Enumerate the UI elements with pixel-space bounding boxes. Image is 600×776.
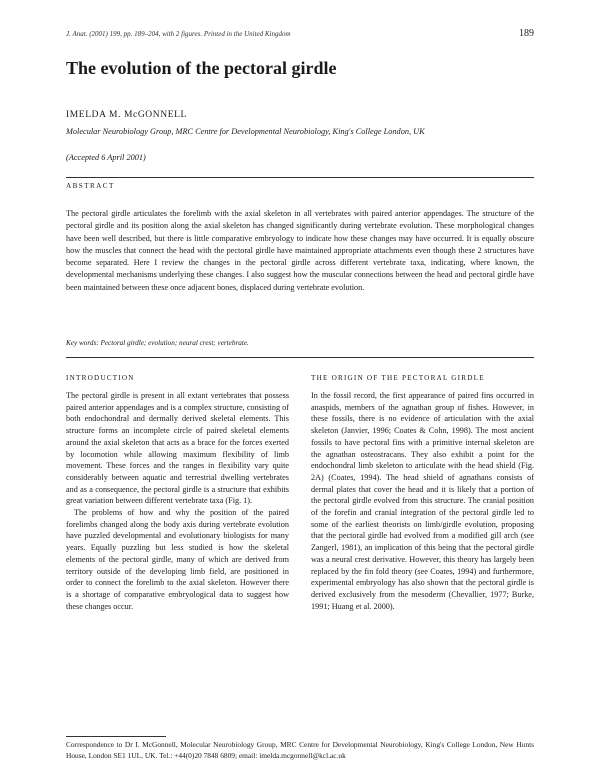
introduction-paragraph: The pectoral girdle is present in all extant vertebrates that possess paired anterior appendages and is a complex structure, consisting of both endochondral and dermally derived skeletal elements. This structure forms an incomplete circle of paired skeletal elements around the axial skeleton that acts as a brace for the forces exerted by locomotion while allowing maximum flexibility of limb movement. These forces and the ranges in flexibility vary quite considerably between aquatic and terrestrial dwelling vertebrates and as a consequence, the pectoral girdle is a structure that exhibits great variation between different vertebrate taxa (Fig. 1). — [66, 391, 289, 506]
introduction-column — [66, 390, 289, 612]
keywords: Key words: Pectoral girdle; evolution; neural crest; vertebrate. — [66, 339, 249, 347]
abstract-bottom-rule — [66, 357, 534, 358]
origin-column — [311, 390, 534, 612]
abstract-top-rule — [66, 177, 534, 178]
abstract-text: The pectoral girdle articulates the forelimb with the axial skeleton in all vertebrates with paired anterior appendages. The structure of the pectoral girdle and its position along the axial skeleton has changed significantly during vertebrate evolution. These morphological changes have been well described, but there is little comparative embryology to indicate how these changes may have occurred. It is equally obscure how the muscles that connect the head with the pectoral girdle have maintained appropriate attachments even though these 2 structures have become separated. Here I review the changes in the pectoral girdle across different vertebrate taxa, indicating, where known, the developmental mechanisms underlying these changes. I also suggest how the muscular connections between the head and pectoral girdle have been maintained between these once adjacent bones, displaced during vertebrate evolution. — [66, 209, 534, 292]
author-name: IMELDA M. McGONNELL — [66, 110, 187, 120]
article-title: The evolution of the pectoral girdle — [66, 58, 337, 78]
running-head: J. Anat. (2001) 199, pp. 189–204, with 2 figures. Printed in the United Kingdom — [66, 30, 291, 38]
abstract-heading: ABSTRACT — [66, 182, 115, 190]
accepted-date: (Accepted 6 April 2001) — [66, 153, 146, 162]
introduction-paragraph: The problems of how and why the position of the paired forelimbs changed along the body axis during vertebrate evolution have puzzled developmental and evolutionary biologists for many years. Equally puzzling but less studied is how the skeletal elements of the pectoral girdle, many of which are derived from territory outside of the developing limb field, are positioned in order to connect the forelimb to the axial skeleton. However there is a shortage of comparative embryological data to suggest how these changes occur. — [66, 508, 289, 611]
footnote-rule — [66, 736, 166, 737]
origin-heading: THE ORIGIN OF THE PECTORAL GIRDLE — [311, 374, 485, 382]
author-affiliation: Molecular Neurobiology Group, MRC Centre for Developmental Neurobiology, King's College London, UK — [66, 127, 425, 136]
correspondence-footnote: Correspondence to Dr I. McGonnell, Molecular Neurobiology Group, MRC Centre for Developmental Neurobiology, King's College London, New Hunts House, London SE1 1UL, UK. Tel.: +44(0)20 7848 6809; email: imelda.mcgonnell@kcl.ac.uk — [66, 740, 534, 760]
origin-paragraph: In the fossil record, the first appearance of paired fins occurred in anaspids, members of the agnathan group of fishes. However, in these fossils, there is no evidence of articulation with the axial skeleton (Janvier, 1996; Coates & Cohn, 1998). The most ancient fossils to have pectoral fins with a primitive internal skeleton are the agnathan osteostracans. They also exhibit a point for the endochondral limb skeleton to articulate with the head shield (Fig. 2A) (Coates, 1994). The head shield of agnathans consists of dermal plates that cover the head and it is likely that a portion of the pectoral girdle evolved from this structure. The cranial position of the forefin and cranial integration of the pectoral girdle led to some of the earliest theorists on limb/girdle evolution, proposing that the pectoral girdle had evolved from a modified gill arch (see Zangerl, 1981), an implication of this being that the pectoral girdle was a neural crest derivative. However, this theory has largely been replaced by the fin fold theory (see Coates, 1994) and furthermore, experimental embryology has also shown that the pectoral girdle is derived exclusively from the mesoderm (Chevallier, 1977; Burke, 1991; Huang et al. 2000). — [311, 391, 534, 611]
introduction-heading: INTRODUCTION — [66, 374, 135, 382]
page-number: 189 — [519, 28, 534, 39]
